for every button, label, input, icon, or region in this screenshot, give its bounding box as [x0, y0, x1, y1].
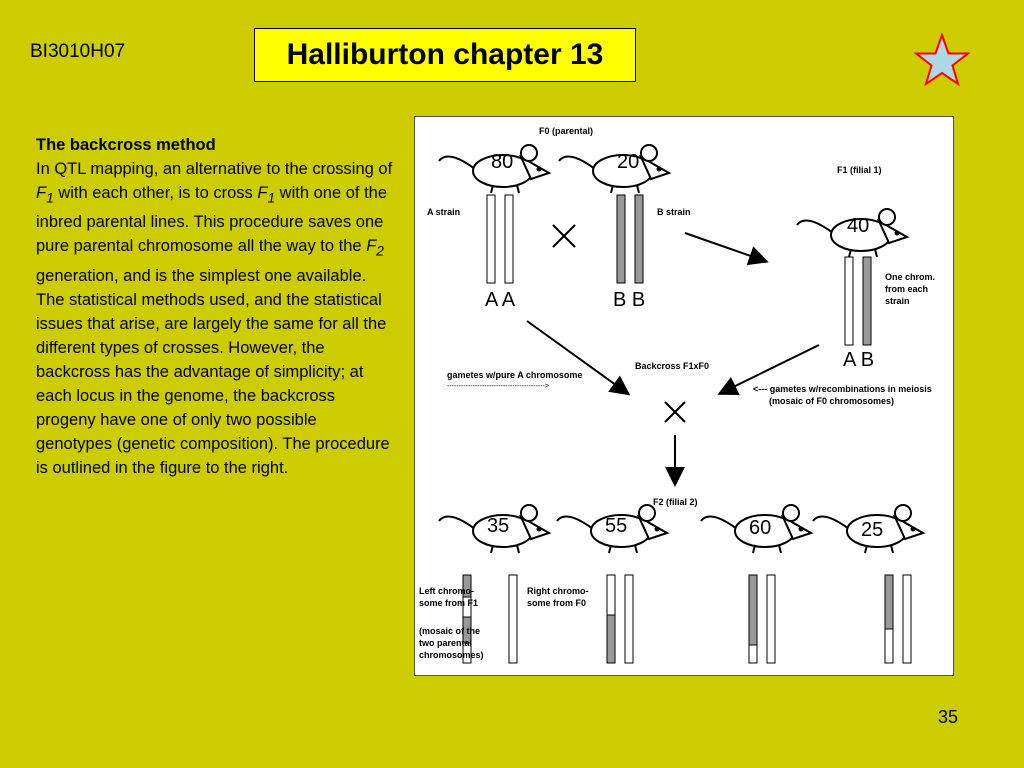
gametes-pure-line-2: ------------------------------------------>	[447, 383, 549, 390]
f2-term: F	[366, 237, 377, 256]
cross-symbol-backcross	[665, 402, 685, 422]
gametes-pure-note	[447, 369, 582, 393]
mosaic-note	[419, 625, 484, 661]
mosaic-line-1: (mosaic of the	[419, 626, 481, 636]
one-chrom-line-3: strain	[885, 296, 910, 306]
slide-number: 35	[938, 707, 959, 727]
left-chromo-line-1: Left chromo-	[419, 586, 474, 596]
f1-term: F	[257, 184, 268, 202]
f2-label: F2 (filial 2)	[653, 497, 698, 507]
f1-subscript: 1	[46, 190, 54, 206]
mouse-number-f2-1: 35	[487, 515, 510, 537]
gametes-recomb-line-2: (mosaic of F0 chromosomes)	[769, 396, 895, 406]
body-text-part-3: with one of the inbred parental lines. This procedure saves one pure parental chromosome all the way to the	[36, 184, 388, 256]
gametes-recomb-note	[753, 383, 932, 407]
f1-label: F1 (filial 1)	[837, 165, 882, 175]
f1-term: F	[36, 184, 47, 202]
right-chromo-line-2: some from F0	[527, 598, 587, 608]
mouse-number-f2-2: 55	[605, 515, 628, 537]
chromosomes-ab	[845, 257, 871, 345]
mouse-parent-b	[559, 145, 669, 193]
chromosomes-f2-2	[607, 575, 633, 663]
b-strain-label: B strain	[657, 207, 691, 217]
body-text-part-1: In QTL mapping, an alternative to the crossing of	[36, 160, 393, 178]
mouse-number-f2-3: 60	[749, 517, 772, 539]
section-heading: The backcross method	[36, 136, 216, 154]
one-chrom-line-1: One chrom.	[885, 272, 936, 282]
mosaic-line-3: chromosomes)	[419, 650, 484, 660]
arrow-to-f1	[685, 233, 765, 261]
genotype-ab: A B	[843, 349, 875, 371]
genotype-bb: B B	[613, 289, 646, 311]
genotype-aa: A A	[485, 289, 516, 311]
mouse-number-f1: 40	[847, 215, 870, 237]
one-chrom-note	[885, 271, 935, 307]
slide-title: Halliburton chapter 13	[286, 38, 604, 71]
course-code: BI3010H07	[30, 41, 126, 62]
slide-title-box	[254, 28, 636, 82]
mosaic-line-2: two parental	[419, 638, 473, 648]
one-chrom-line-2: from each	[885, 284, 929, 294]
chromosomes-bb	[617, 195, 643, 283]
gametes-recomb-line-1: <--- gametes w/recombinations in meiosis	[753, 384, 932, 394]
right-chromo-note	[527, 585, 589, 609]
body-text-part-4: generation, and is the simplest one available. The statistical methods used, and the statistical issues that arise, are largely the same for all the different types of crosses. However, the backcross has the advantage of simplicity; at each locus in the genome, the backcross progeny have one of only two possible genotypes (genetic composition). The procedure is outlined in the figure to the right.	[36, 266, 390, 477]
body-text-part-2: with each other, is to cross	[53, 184, 258, 202]
a-strain-label: A strain	[427, 207, 461, 217]
f0-label: F0 (parental)	[539, 126, 594, 136]
chromosomes-f2-4	[885, 575, 911, 663]
mouse-number-f2-4: 25	[861, 519, 884, 541]
right-chromo-line-1: Right chromo-	[527, 586, 589, 596]
f1-subscript: 1	[267, 190, 276, 206]
chromosomes-aa	[487, 195, 513, 283]
body-text	[36, 133, 396, 480]
mouse-number-parent-b: 20	[617, 151, 640, 173]
gametes-pure-line-1: gametes w/pure A chromosome	[447, 370, 583, 380]
f2-subscript: 2	[376, 243, 384, 259]
mouse-number-parent-a: 80	[491, 151, 514, 173]
left-chromo-line-2: some from F1	[419, 598, 479, 608]
cross-symbol-parental	[553, 225, 575, 247]
star-icon	[914, 33, 970, 87]
left-chromo-note	[419, 585, 478, 609]
chromosomes-f2-3	[749, 575, 775, 663]
backcross-label: Backcross F1xF0	[635, 361, 710, 371]
backcross-figure	[414, 116, 954, 676]
